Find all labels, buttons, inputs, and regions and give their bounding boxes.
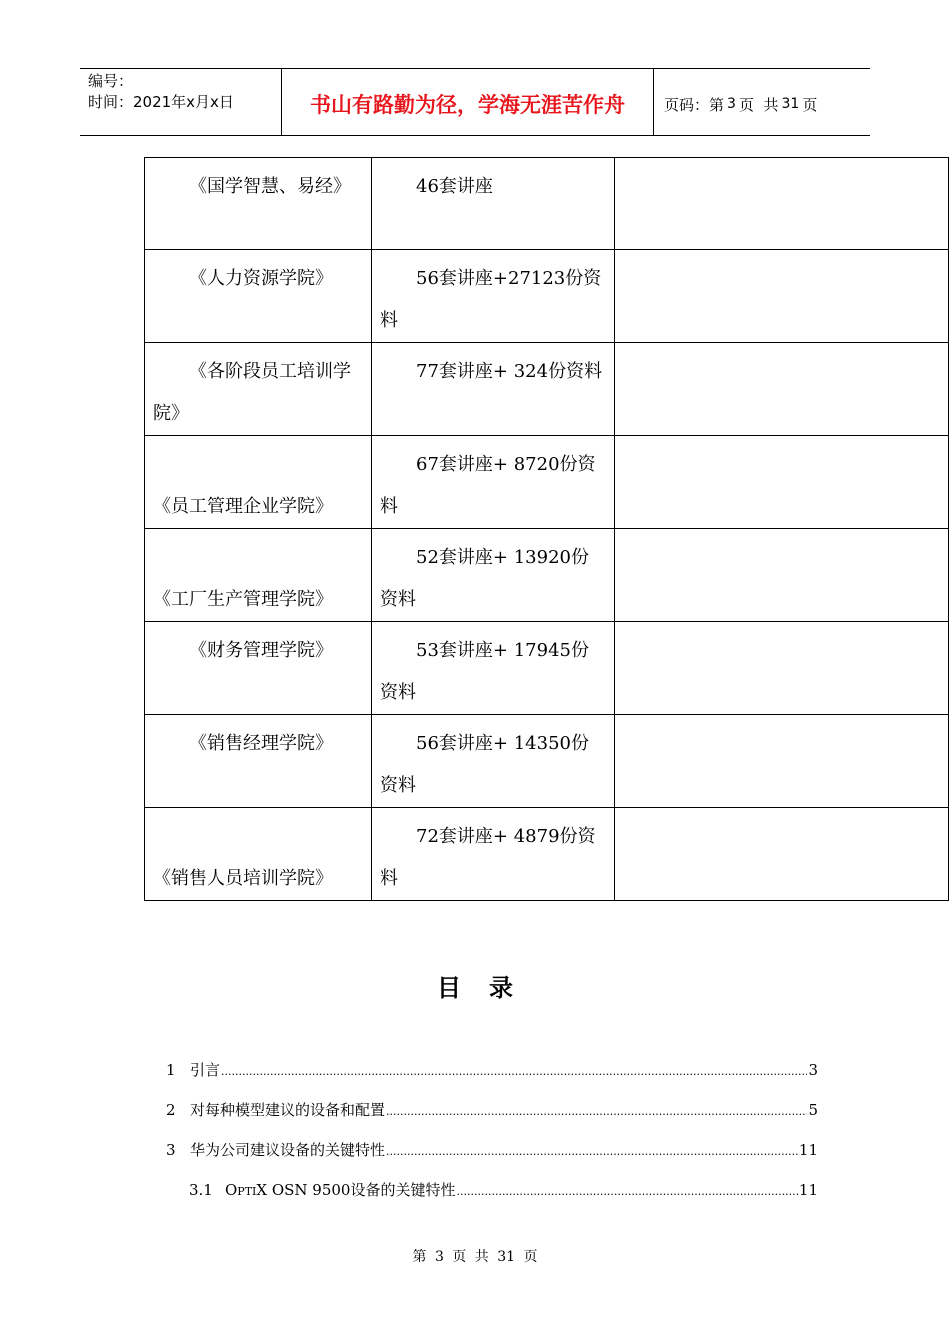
course-name-text: 《各阶段员工培训学院》 xyxy=(153,361,351,424)
course-name-cell xyxy=(145,158,372,250)
course-note-cell xyxy=(615,343,949,436)
toc-entry-page: 3 xyxy=(808,1061,818,1079)
course-name-text: 《国学智慧、易经》 xyxy=(189,176,351,197)
course-content-text: 52套讲座+ 13920份资料 xyxy=(380,547,589,610)
table-row xyxy=(145,529,949,622)
toc-entry-text-smallcaps: OptiX xyxy=(225,1181,268,1199)
course-content-text: 56套讲座+ 14350份资料 xyxy=(380,733,589,796)
course-content-text: 46套讲座 xyxy=(416,176,493,197)
course-note-cell xyxy=(615,808,949,901)
course-name-text: 《工厂生产管理学院》 xyxy=(153,589,333,610)
course-name-cell xyxy=(145,436,372,529)
table-row xyxy=(145,436,949,529)
course-content-cell xyxy=(372,343,615,436)
course-content-text: 77套讲座+ 324份资料 xyxy=(416,361,603,382)
course-content-cell xyxy=(372,529,615,622)
header-motto: 书山有路勤为径，学海无涯苦作舟 xyxy=(282,69,654,135)
course-content-cell xyxy=(372,436,615,529)
toc-entry-3[interactable] xyxy=(166,1139,818,1160)
toc-entry-number: 1 xyxy=(166,1061,176,1079)
toc-entry-text: 华为公司建议设备的关键特性 xyxy=(190,1141,386,1159)
page-header xyxy=(80,68,870,136)
course-content-cell xyxy=(372,808,615,901)
course-content-text: 53套讲座+ 17945份资料 xyxy=(380,640,589,703)
header-page-total: 31 xyxy=(781,96,800,112)
toc-entry-text: 对每种模型建议的设备和配置 xyxy=(190,1101,386,1119)
toc-entry-page: 11 xyxy=(798,1181,818,1199)
toc-entry-text xyxy=(225,1179,455,1200)
toc-entry-text-rest: OSN 9500设备的关键特性 xyxy=(267,1181,456,1199)
header-page-suffix: 页 xyxy=(802,95,818,114)
toc-entry-number: 2 xyxy=(166,1101,176,1119)
course-content-text: 72套讲座+ 4879份资料 xyxy=(380,826,596,889)
course-note-cell xyxy=(615,250,949,343)
course-content-cell xyxy=(372,622,615,715)
toc-entry-3-1[interactable] xyxy=(189,1179,818,1200)
course-name-cell xyxy=(145,622,372,715)
table-row xyxy=(145,158,949,250)
toc-leader-dots xyxy=(386,1145,798,1158)
course-name-text: 《财务管理学院》 xyxy=(189,640,333,661)
course-name-cell xyxy=(145,250,372,343)
toc-leader-dots xyxy=(386,1105,807,1118)
table-row xyxy=(145,715,949,808)
course-content-cell xyxy=(372,250,615,343)
course-name-text: 《员工管理企业学院》 xyxy=(153,496,333,517)
header-number-label: 编号： xyxy=(88,72,134,90)
course-content-text: 56套讲座+27123份资料 xyxy=(380,268,602,331)
courses-table-body xyxy=(145,158,949,901)
toc-entry-2[interactable] xyxy=(166,1099,818,1120)
toc-entry-1[interactable] xyxy=(166,1059,818,1080)
header-page-prefix: 页码：第 xyxy=(664,95,725,114)
header-meta xyxy=(80,69,282,135)
table-row xyxy=(145,622,949,715)
courses-table xyxy=(144,157,949,901)
course-name-cell xyxy=(145,529,372,622)
header-page-mid: 页 共 xyxy=(738,95,779,114)
toc-entry-page: 5 xyxy=(808,1101,818,1119)
table-row xyxy=(145,343,949,436)
toc-title: 目录 xyxy=(437,974,541,1002)
course-note-cell xyxy=(615,158,949,250)
toc-leader-dots xyxy=(221,1065,807,1078)
header-page-current: 3 xyxy=(727,96,736,112)
course-note-cell xyxy=(615,436,949,529)
course-name-cell xyxy=(145,715,372,808)
toc-entry-text: 引言 xyxy=(190,1061,221,1079)
course-name-text: 《销售人员培训学院》 xyxy=(153,868,333,889)
course-content-cell xyxy=(372,158,615,250)
course-content-cell xyxy=(372,715,615,808)
course-name-text: 《人力资源学院》 xyxy=(189,268,333,289)
course-note-cell xyxy=(615,622,949,715)
toc-entry-page: 11 xyxy=(798,1141,818,1159)
table-row xyxy=(145,808,949,901)
course-name-text: 《销售经理学院》 xyxy=(189,733,333,754)
course-name-cell xyxy=(145,808,372,901)
table-row xyxy=(145,250,949,343)
toc-entry-number: 3.1 xyxy=(189,1181,213,1199)
header-page-info xyxy=(654,69,870,135)
page-footer: 第 3 页 共 31 页 xyxy=(412,1249,538,1265)
course-content-text: 67套讲座+ 8720份资料 xyxy=(380,454,596,517)
course-note-cell xyxy=(615,529,949,622)
course-name-cell xyxy=(145,343,372,436)
course-note-cell xyxy=(615,715,949,808)
toc-entry-number: 3 xyxy=(166,1141,176,1159)
toc-leader-dots xyxy=(456,1185,797,1198)
header-date-label: 时间：2021年x月x日 xyxy=(88,93,234,111)
